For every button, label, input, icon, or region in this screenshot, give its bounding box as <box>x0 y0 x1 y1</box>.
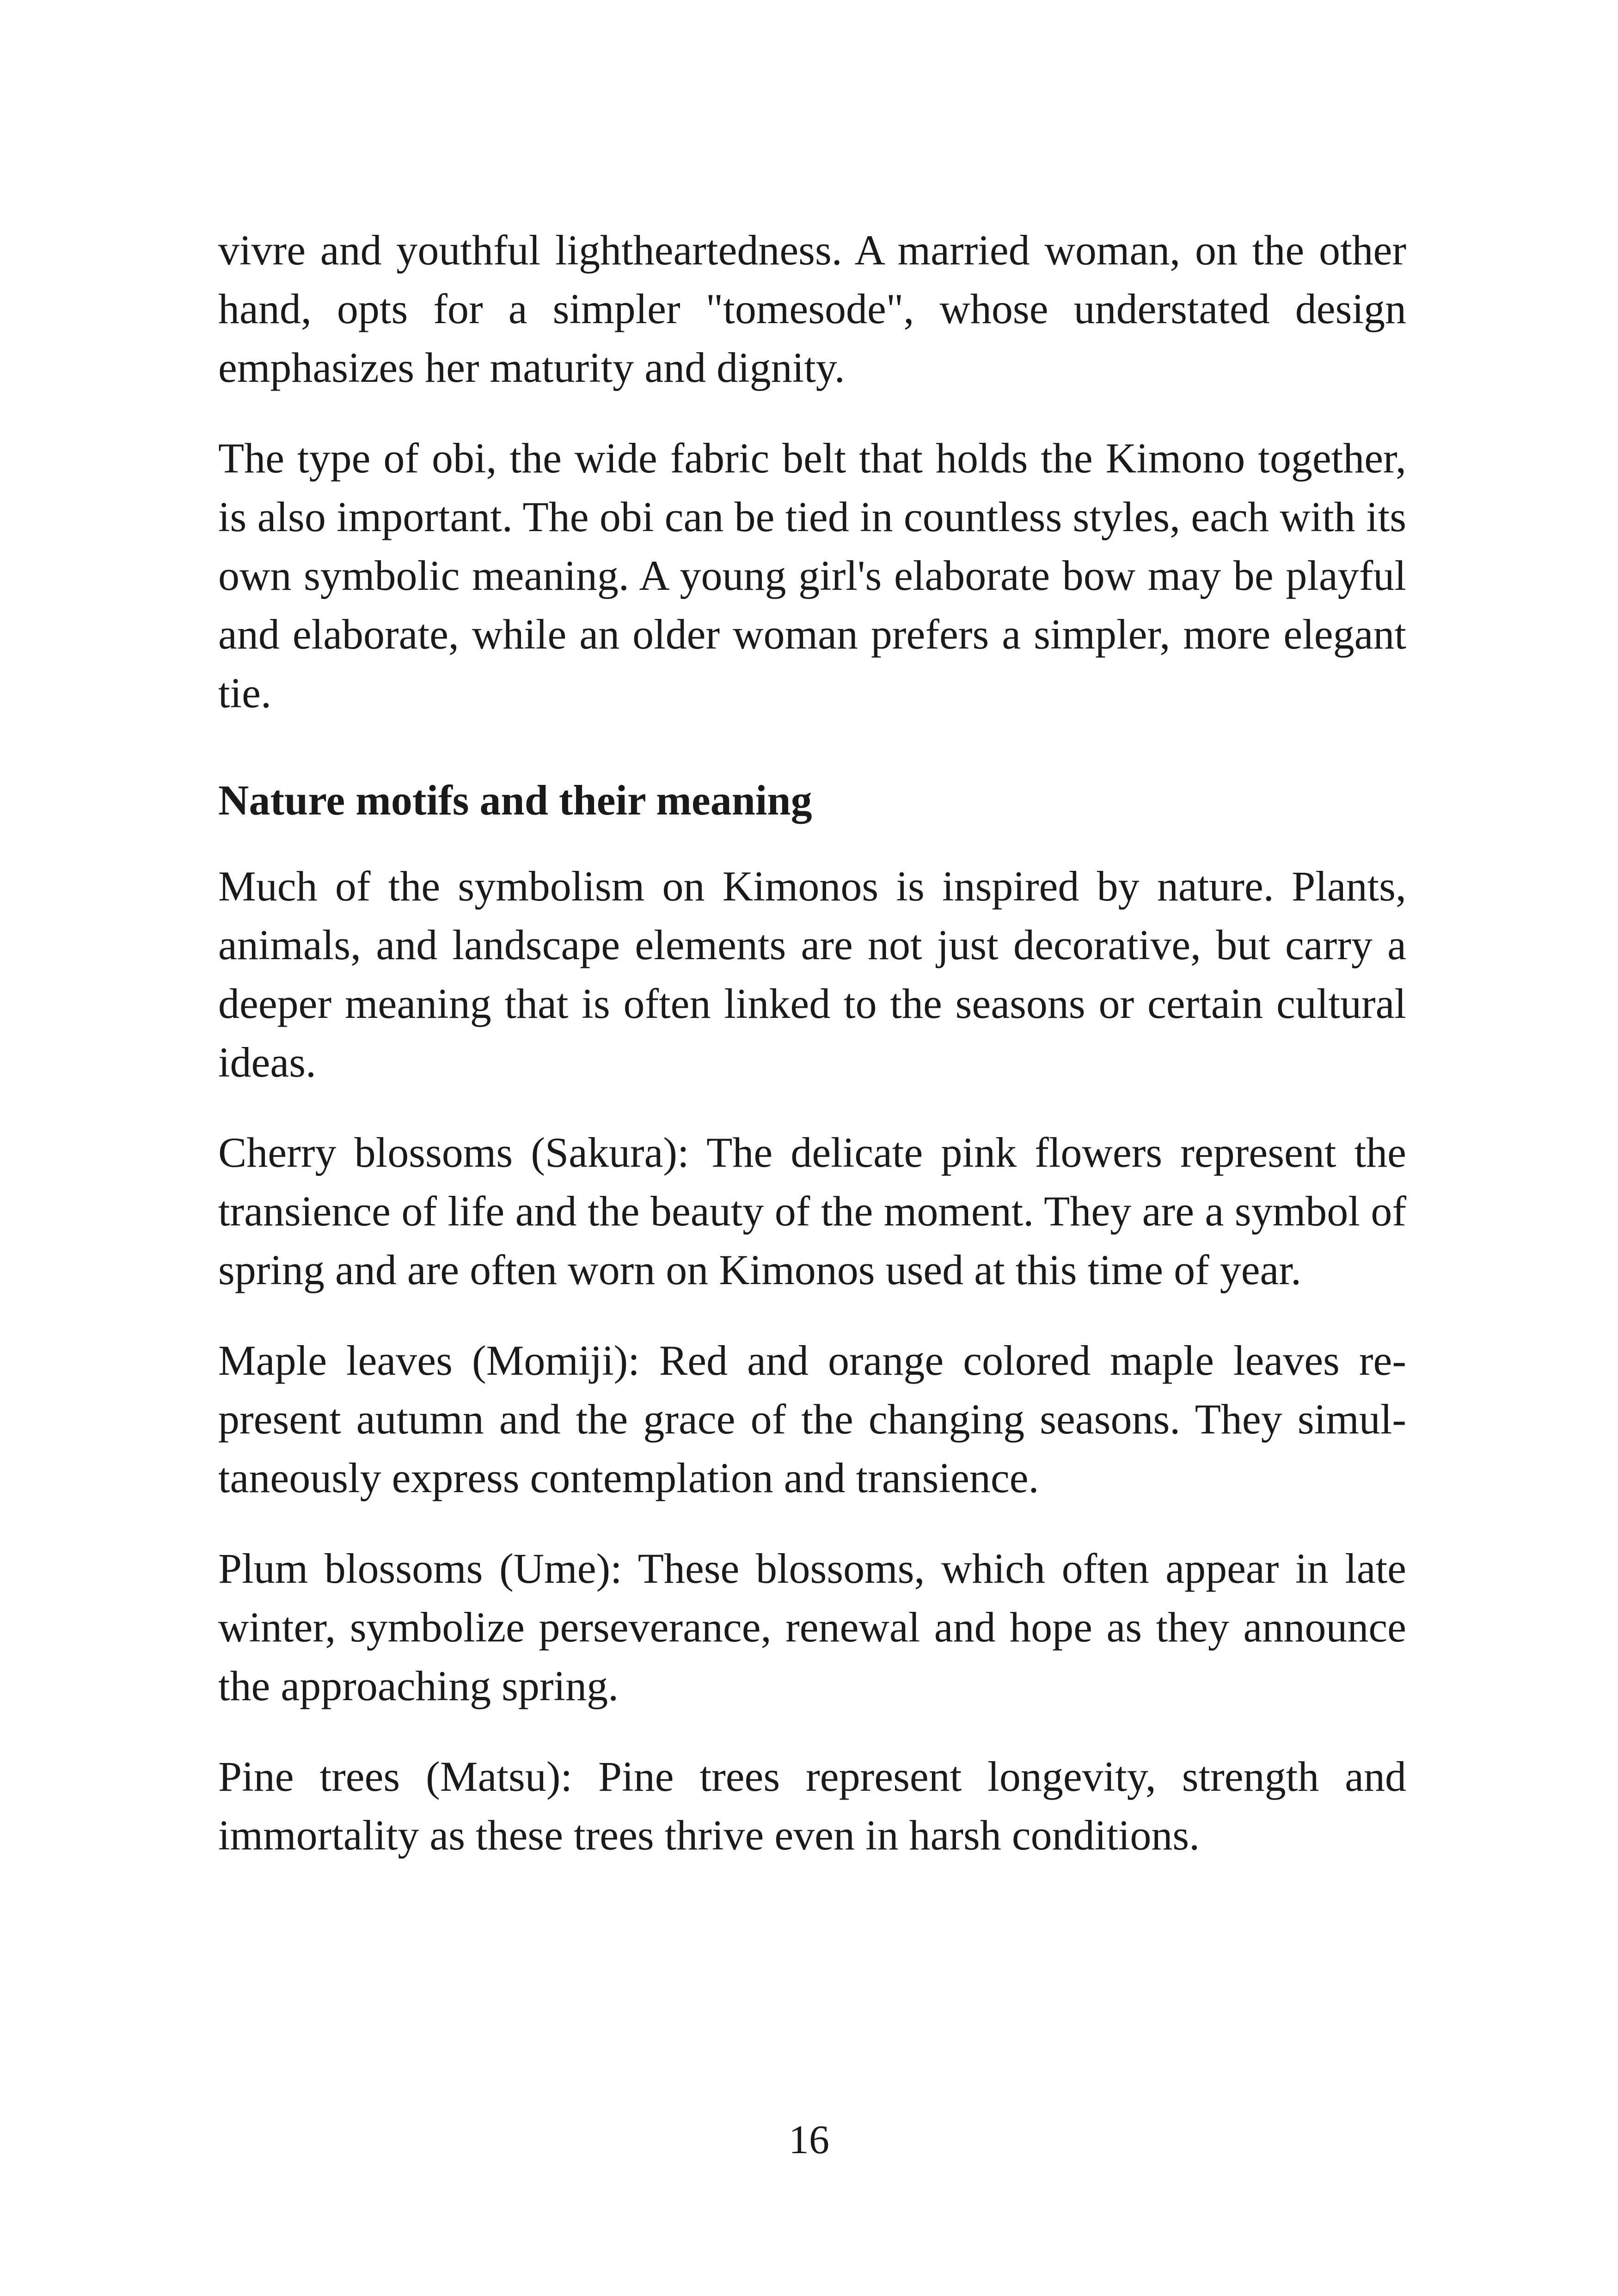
paragraph-kimono-marital-status: vivre and youthful lightheartedness. A married woman, on the other hand, opts for a simpler "tomesode", whose understated design emphasizes her maturity and dignity. <box>218 227 1406 391</box>
paragraph-plum-blossoms: Plum blossoms (Ume): These blossoms, which often appear in late winter, symbolize perseverance, renewal and hope as they announce the approaching spring. <box>218 1545 1406 1709</box>
paragraph-obi: The type of obi, the wide fabric belt that holds the Kimono together, is also important. The obi can be tied in countless styles, each with its own symbolic meaning. A young girl's elaborate bow may be playful and elaborate, while an older woman prefers a simpler, more elegant tie. <box>218 435 1406 716</box>
paragraph-cherry-blossoms: Cherry blossoms (Sakura): The delicate pink flowers represent the transience of life and the beauty of the moment. They are a symbol of spring and are often worn on Kimonos used at this time of year. <box>218 1129 1406 1293</box>
paragraph-nature-intro: Much of the symbolism on Kimonos is inspired by nature. Plants, animals, and landscape elements are not just decorative, but carry a deeper meaning that is often linked to the seasons or certain cultural ideas. <box>218 863 1406 1086</box>
paragraph-maple-leaves: Maple leaves (Momiji): Red and orange colored maple leaves represent autumn and the grace of the changing seasons. They simultaneously express contemplation and transience. <box>218 1337 1406 1501</box>
page-number: 16 <box>789 2118 829 2162</box>
paragraph-pine-trees: Pine trees (Matsu): Pine trees represent longevity, strength and immortality as these trees thrive even in harsh conditions. <box>218 1753 1406 1859</box>
section-heading: Nature motifs and their meaning <box>218 777 812 824</box>
